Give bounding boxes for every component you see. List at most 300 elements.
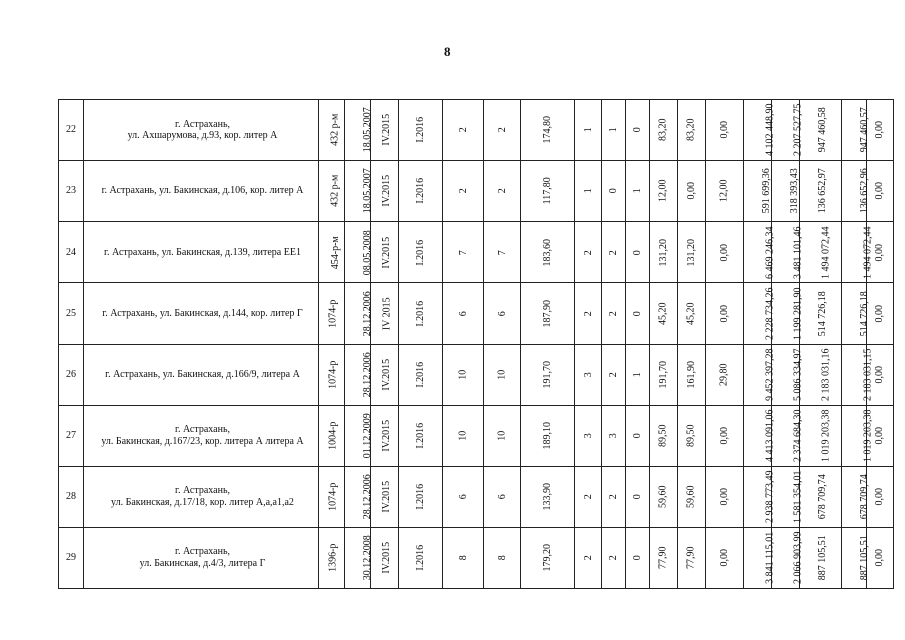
residents-count-cell (443, 405, 484, 466)
residents-count: 2 (457, 127, 469, 133)
cost-region: 2 183 031,16 (820, 348, 832, 401)
premises-count-cell (575, 405, 602, 466)
cost-local: 2 183 031,15 (862, 348, 874, 401)
table-row (59, 161, 894, 222)
address-line-1: г. Астрахань, (174, 546, 231, 558)
cost-fund: 2 066 903,99 (792, 531, 804, 585)
row-number: 22 (59, 100, 84, 161)
document-number-cell (319, 222, 345, 283)
premises-count-cell (575, 100, 602, 161)
cost-fund: 1 581 354,01 (792, 470, 804, 524)
document-number-cell (319, 161, 345, 222)
resettlement-start-cell (371, 100, 399, 161)
address-cell (84, 527, 319, 588)
total-area: 174,80 (541, 116, 553, 144)
document-number-cell (319, 100, 345, 161)
area-municipal-cell (678, 405, 706, 466)
cost-extra-cell (867, 466, 894, 527)
residents-count: 2 (457, 188, 469, 194)
area-private-cell (706, 283, 744, 344)
resettlement-end-cell (399, 405, 443, 466)
cost-extra: 0,00 (874, 121, 886, 139)
cost-local: 1 494 072,44 (862, 226, 874, 279)
total-area-cell (521, 161, 575, 222)
row-number: 25 (59, 283, 84, 344)
area-municipal: 131,20 (686, 238, 697, 267)
cost-region: 1 019 203,38 (820, 409, 832, 462)
document-number-cell (319, 283, 345, 344)
cost-total: 4 102 448,90 (764, 103, 776, 157)
area-municipal-cell (678, 466, 706, 527)
premises-private-cell (626, 283, 650, 344)
residents-count-cell (443, 283, 484, 344)
document-number-cell (319, 466, 345, 527)
premises-private-cell (626, 405, 650, 466)
premises-count: 2 (582, 310, 594, 316)
area-municipal: 59,60 (685, 485, 697, 509)
address-cell (84, 344, 319, 405)
total-area: 179,20 (541, 544, 553, 572)
row-number: 29 (59, 527, 84, 588)
residents-count: 10 (457, 430, 469, 441)
resettlement-end: I.2016 (414, 117, 426, 143)
resettlement-start: IV.2015 (381, 480, 393, 513)
premises-municipal-cell (602, 344, 626, 405)
cost-local: 678 709,74 (858, 474, 870, 520)
document-number: 1074-р (327, 482, 339, 511)
address-cell (84, 466, 319, 527)
residents-count-cell (443, 344, 484, 405)
cost-extra: 0,00 (874, 549, 886, 567)
area-municipal: 161,90 (686, 360, 697, 389)
residents-resettled-cell (484, 527, 521, 588)
cost-fund-cell (772, 161, 800, 222)
row-number: 24 (59, 222, 84, 283)
premises-count: 1 (582, 127, 594, 133)
premises-count: 2 (582, 249, 594, 255)
address-line-1: г. Астрахань, ул. Бакинская, д.139, литера ЕЕ1 (104, 246, 301, 258)
premises-private: 0 (631, 433, 643, 439)
resettlement-end: I.2016 (414, 239, 426, 266)
document-date: 30.12.2008 (361, 535, 373, 581)
resettlement-start-cell (371, 161, 399, 222)
cost-region-cell (800, 405, 842, 466)
premises-municipal-cell (602, 466, 626, 527)
cost-extra: 0,00 (874, 182, 886, 200)
cost-local-cell (842, 283, 870, 344)
cost-total-cell (744, 222, 776, 283)
address-line-1: г. Астрахань, (174, 118, 231, 130)
total-area: 117,80 (541, 177, 553, 205)
document-number: 432 р-м (329, 113, 341, 147)
residents-count: 10 (457, 369, 469, 380)
address-line-2: ул. Бакинская, д.4/3, литера Г (139, 557, 266, 569)
document-date: 18.05.2007 (361, 107, 373, 153)
area-private-cell (706, 466, 744, 527)
premises-count: 3 (582, 372, 594, 378)
premises-count-cell (575, 527, 602, 588)
address-cell (84, 100, 319, 161)
document-number: 1074-р (327, 299, 339, 328)
address-cell (84, 405, 319, 466)
cost-extra-cell (867, 161, 894, 222)
cost-total-cell (744, 283, 776, 344)
residents-count-cell (443, 466, 484, 527)
total-area: 189,10 (541, 421, 553, 450)
area-premises-cell (650, 100, 678, 161)
address-cell (84, 222, 319, 283)
document-date-cell (345, 283, 371, 344)
address-line-1: г. Астрахань, ул. Бакинская, д.106, кор. литер А (101, 185, 304, 197)
document-date: 01.12.2009 (361, 413, 373, 459)
total-area: 191,70 (541, 360, 553, 389)
premises-private: 0 (631, 494, 643, 500)
address-line-1: г. Астрахань, ул. Бакинская, д.144, кор. литер Г (102, 307, 303, 319)
total-area: 183,60 (541, 238, 553, 267)
cost-region-cell (800, 161, 842, 222)
area-municipal-cell (678, 344, 706, 405)
premises-private: 0 (631, 127, 643, 133)
cost-total: 6 469 246,34 (764, 226, 776, 279)
residents-resettled-cell (484, 344, 521, 405)
premises-private-cell (626, 344, 650, 405)
cost-total: 4 413 091,06 (764, 409, 776, 462)
area-municipal: 83,20 (685, 118, 697, 142)
document-number-cell (319, 405, 345, 466)
premises-private-cell (626, 222, 650, 283)
area-municipal-cell (678, 222, 706, 283)
document-date-cell (345, 527, 371, 588)
cost-region-cell (800, 466, 842, 527)
premises-count: 2 (582, 555, 594, 561)
premises-private-cell (626, 100, 650, 161)
document-date-cell (345, 466, 371, 527)
area-private-cell (706, 161, 744, 222)
total-area-cell (521, 283, 575, 344)
page-number: 8 (444, 44, 451, 59)
table-row (59, 344, 894, 405)
cost-local: 1 019 203,38 (862, 409, 874, 462)
cost-region: 136 652,97 (816, 168, 828, 214)
area-private-cell (706, 344, 744, 405)
premises-private-cell (626, 527, 650, 588)
residents-count-cell (443, 222, 484, 283)
document-date: 28.12.2006 (361, 290, 373, 336)
table-row (59, 222, 894, 283)
cost-region: 514 726,18 (816, 290, 828, 336)
premises-private-cell (626, 161, 650, 222)
cost-region-cell (800, 283, 842, 344)
premises-municipal-cell (602, 161, 626, 222)
premises-municipal-cell (602, 405, 626, 466)
cost-local-cell (842, 405, 874, 466)
resettlement-end: I.2016 (414, 545, 426, 571)
cost-fund: 3 481 101,46 (792, 226, 804, 279)
area-premises: 89,50 (657, 424, 669, 447)
cost-total: 3 841 115,01 (764, 531, 776, 585)
premises-municipal: 2 (607, 310, 619, 316)
total-area-cell (521, 100, 575, 161)
resettlement-end-cell (399, 100, 443, 161)
residents-resettled-cell (484, 100, 521, 161)
table-row (59, 405, 894, 466)
resettlement-start: IV 2015 (381, 297, 393, 330)
document-date: 28.12.2006 (361, 474, 373, 520)
total-area: 187,90 (541, 299, 553, 328)
area-municipal: 45,20 (685, 302, 697, 325)
premises-municipal-cell (602, 100, 626, 161)
resettlement-start: IV.2015 (381, 236, 393, 269)
resettlement-start-cell (371, 283, 399, 344)
area-municipal: 77,90 (685, 546, 697, 570)
residents-resettled-cell (484, 222, 521, 283)
area-premises-cell (650, 222, 678, 283)
cost-extra-cell (867, 283, 894, 344)
area-premises-cell (650, 344, 678, 405)
area-private: 29,80 (718, 363, 730, 386)
total-area-cell (521, 222, 575, 283)
total-area-cell (521, 527, 575, 588)
area-municipal-cell (678, 527, 706, 588)
cost-local-cell (842, 222, 874, 283)
cost-total: 591 699,36 (760, 168, 772, 214)
cost-extra: 0,00 (874, 426, 886, 445)
document-number: 1396-р (327, 543, 339, 573)
resettlement-start-cell (371, 527, 399, 588)
cost-total-cell (744, 344, 776, 405)
row-number: 23 (59, 161, 84, 222)
area-private-cell (706, 100, 744, 161)
area-private-cell (706, 222, 744, 283)
cost-region-cell (800, 527, 842, 588)
area-private: 0,00 (718, 549, 730, 567)
residents-resettled: 10 (496, 369, 508, 380)
premises-municipal: 0 (607, 188, 619, 194)
cost-fund: 5 086 334,97 (792, 348, 804, 401)
area-premises: 77,90 (657, 546, 669, 570)
cost-fund: 2 374 684,30 (792, 409, 804, 462)
address-cell (84, 283, 319, 344)
area-premises: 191,70 (658, 360, 669, 389)
resettlement-end-cell (399, 466, 443, 527)
premises-municipal: 2 (607, 555, 619, 561)
address-line-2: ул. Бакинская, д.167/23, кор. литера А литера А (101, 435, 304, 447)
premises-count-cell (575, 344, 602, 405)
residents-resettled-cell (484, 161, 521, 222)
residents-resettled: 6 (496, 310, 508, 316)
residents-count: 6 (457, 494, 469, 500)
area-premises-cell (650, 161, 678, 222)
address-line-2: ул. Ахшарумова, д.93, кор. литер А (127, 130, 278, 142)
total-area-cell (521, 466, 575, 527)
address-line-1: г. Астрахань, (174, 424, 231, 436)
cost-extra: 0,00 (874, 365, 886, 384)
cost-local-cell (842, 527, 870, 588)
cost-total-cell (744, 466, 776, 527)
premises-municipal: 2 (607, 249, 619, 255)
total-area-cell (521, 344, 575, 405)
area-private: 12,00 (718, 179, 730, 203)
area-municipal: 89,50 (685, 424, 697, 447)
document-date: 08.05.2008 (361, 229, 373, 275)
resettlement-start: IV.2015 (381, 542, 393, 574)
area-private: 0,00 (718, 121, 730, 139)
premises-count: 1 (582, 188, 594, 194)
resettlement-start: IV.2015 (381, 419, 393, 452)
cost-region-cell (800, 344, 842, 405)
area-premises: 131,20 (658, 238, 669, 267)
residents-count-cell (443, 161, 484, 222)
resettlement-start-cell (371, 466, 399, 527)
premises-municipal: 3 (607, 433, 619, 439)
cost-local-cell (842, 161, 870, 222)
resettlement-end: I.2016 (414, 300, 426, 327)
document-number: 1074-р (327, 360, 339, 389)
resettlement-end: I.2016 (414, 361, 426, 388)
resettlement-start: IV.2015 (381, 114, 393, 146)
area-municipal: 0,00 (685, 182, 697, 200)
area-private: 0,00 (718, 488, 730, 506)
resettlement-start-cell (371, 405, 399, 466)
area-private: 0,00 (718, 426, 730, 445)
residents-count-cell (443, 100, 484, 161)
resettlement-end-cell (399, 161, 443, 222)
document-date-cell (345, 100, 371, 161)
residents-resettled: 10 (496, 430, 508, 441)
housing-register-table (58, 99, 894, 589)
cost-local-cell (842, 466, 870, 527)
premises-private: 0 (631, 310, 643, 316)
area-private-cell (706, 405, 744, 466)
premises-count-cell (575, 283, 602, 344)
resettlement-start: IV.2015 (381, 358, 393, 391)
resettlement-end: I.2016 (414, 422, 426, 449)
resettlement-start-cell (371, 344, 399, 405)
document-number-cell (319, 527, 345, 588)
premises-private: 0 (631, 249, 643, 255)
residents-resettled-cell (484, 466, 521, 527)
address-cell (84, 161, 319, 222)
cost-region: 1 494 072,44 (820, 226, 832, 279)
cost-local-cell (842, 100, 870, 161)
residents-count-cell (443, 527, 484, 588)
area-municipal-cell (678, 283, 706, 344)
row-number: 27 (59, 405, 84, 466)
premises-private-cell (626, 466, 650, 527)
premises-municipal: 1 (607, 127, 619, 133)
cost-total-cell (744, 161, 772, 222)
table-row (59, 100, 894, 161)
area-premises-cell (650, 405, 678, 466)
resettlement-end-cell (399, 222, 443, 283)
document-date: 18.05.2007 (361, 168, 373, 214)
premises-count: 3 (582, 433, 594, 439)
cost-extra: 0,00 (874, 243, 886, 262)
document-number-cell (319, 344, 345, 405)
residents-resettled-cell (484, 283, 521, 344)
area-premises: 45,20 (657, 302, 669, 325)
table-row (59, 283, 894, 344)
cost-local: 136 652,96 (858, 168, 870, 214)
address-line-1: г. Астрахань, (174, 485, 231, 497)
premises-count-cell (575, 161, 602, 222)
cost-extra-cell (867, 527, 894, 588)
cost-fund: 2 207 527,75 (792, 103, 804, 157)
cost-region-cell (800, 100, 842, 161)
table-row (59, 527, 894, 588)
residents-count: 8 (457, 555, 469, 561)
cost-extra-cell (867, 100, 894, 161)
premises-private: 1 (631, 188, 643, 194)
premises-count-cell (575, 222, 602, 283)
cost-local: 947 460,57 (858, 107, 870, 153)
area-premises-cell (650, 283, 678, 344)
cost-total-cell (744, 100, 776, 161)
premises-municipal-cell (602, 283, 626, 344)
cost-local-cell (842, 344, 874, 405)
cost-local: 887 105,51 (858, 535, 870, 581)
cost-region-cell (800, 222, 842, 283)
resettlement-end-cell (399, 344, 443, 405)
area-premises: 12,00 (657, 179, 669, 203)
cost-local: 514 726,18 (858, 290, 870, 336)
premises-municipal-cell (602, 222, 626, 283)
cost-total-cell (744, 527, 776, 588)
document-number: 432 р-м (329, 175, 341, 208)
residents-resettled: 2 (496, 127, 508, 133)
premises-count-cell (575, 466, 602, 527)
residents-resettled: 8 (496, 555, 508, 561)
document-number: 1004-р (327, 421, 339, 450)
total-area-cell (521, 405, 575, 466)
resettlement-end: I.2016 (414, 178, 426, 205)
document-date-cell (345, 222, 371, 283)
area-premises-cell (650, 466, 678, 527)
resettlement-end-cell (399, 527, 443, 588)
document-date-cell (345, 405, 371, 466)
address-line-1: г. Астрахань, ул. Бакинская, д.166/9, литера А (105, 368, 300, 380)
residents-resettled: 6 (496, 494, 508, 500)
document-date-cell (345, 344, 371, 405)
cost-region: 678 709,74 (816, 474, 828, 520)
area-premises: 83,20 (657, 118, 669, 142)
cost-extra: 0,00 (874, 488, 886, 506)
cost-total-cell (744, 405, 776, 466)
row-number: 26 (59, 344, 84, 405)
premises-count: 2 (582, 494, 594, 500)
document-date-cell (345, 161, 371, 222)
area-private: 0,00 (718, 243, 730, 262)
residents-resettled: 7 (496, 249, 508, 255)
cost-fund: 1 199 281,90 (792, 287, 804, 340)
table-row (59, 466, 894, 527)
area-premises: 59,60 (657, 485, 669, 509)
address-line-2: ул. Бакинская, д.17/18, кор. литер А,а,а1,а2 (111, 496, 294, 508)
area-private: 0,00 (718, 304, 730, 323)
premises-municipal-cell (602, 527, 626, 588)
cost-fund: 318 393,43 (788, 168, 800, 214)
resettlement-start-cell (371, 222, 399, 283)
document-date: 28.12.2006 (361, 352, 373, 398)
cost-total: 9 452 397,28 (764, 348, 776, 401)
premises-private: 0 (631, 555, 643, 561)
residents-resettled-cell (484, 405, 521, 466)
row-number: 28 (59, 466, 84, 527)
cost-extra: 0,00 (874, 304, 886, 323)
area-premises-cell (650, 527, 678, 588)
area-private-cell (706, 527, 744, 588)
premises-municipal: 2 (607, 494, 619, 500)
